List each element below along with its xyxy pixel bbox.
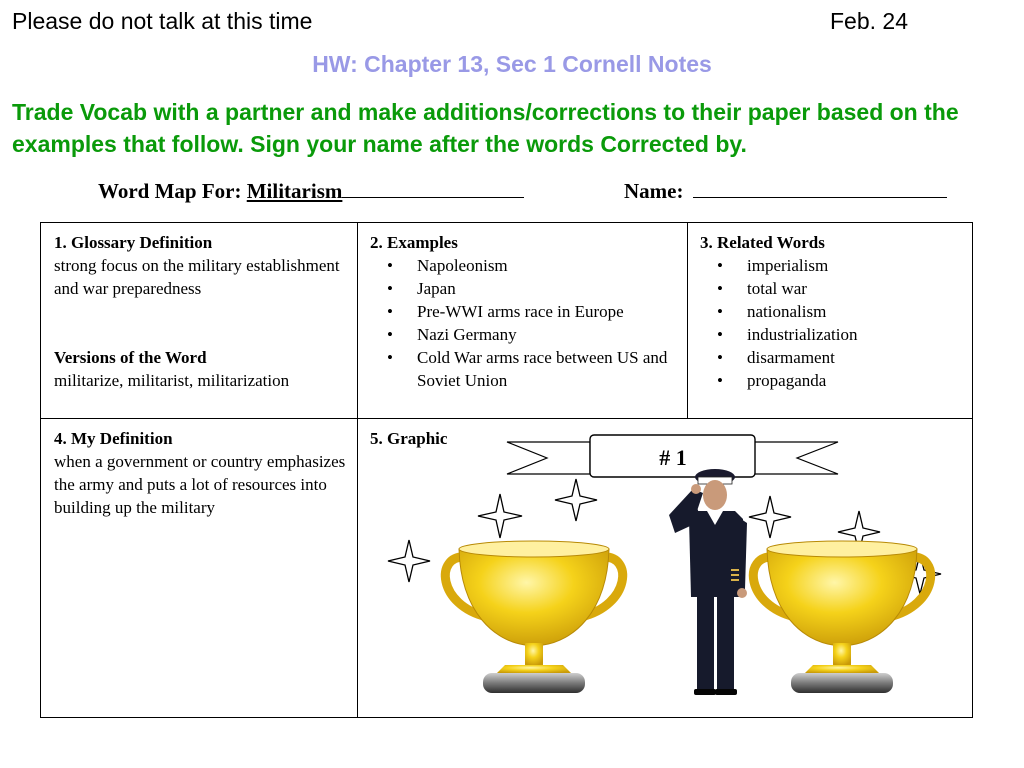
list-item: • Japan: [357, 277, 687, 300]
related-cell: [687, 223, 972, 418]
graphic-illustration: [357, 419, 973, 717]
word-map-grid: [40, 222, 973, 718]
list-item: • Napoleonism: [357, 254, 687, 277]
examples-cell: [357, 223, 687, 418]
graphic-title: 5. Graphic: [370, 429, 448, 448]
word-map-blank: [342, 196, 524, 198]
word-map-word: Militarism: [246, 179, 343, 203]
name-line: [624, 179, 947, 204]
versions-title: Versions of the Word: [54, 348, 207, 367]
list-item: • Nazi Germany: [357, 323, 687, 346]
my-definition-text: when a government or country emphasizes the army and puts a lot of resources into building up the military: [54, 452, 346, 517]
notice-text: Please do not talk at this time: [12, 8, 313, 34]
homework-title: HW: Chapter 13, Sec 1 Cornell Notes: [312, 51, 712, 77]
list-item: • imperialism: [687, 254, 972, 277]
versions-text: militarize, militarist, militarization: [54, 371, 290, 390]
word-map-label: Word Map For:: [98, 179, 247, 203]
word-map-line: [98, 179, 524, 204]
glossary-text: strong focus on the military establishment and war preparedness: [54, 256, 340, 298]
list-item: • propaganda: [687, 369, 972, 392]
trophy-icon: [445, 541, 622, 693]
related-title: 3. Related Words: [700, 233, 825, 252]
list-item: • Cold War arms race between US and Soviet Union: [357, 346, 687, 392]
related-list: [687, 254, 972, 392]
name-label: Name:: [624, 179, 684, 203]
my-definition-cell: [41, 419, 357, 717]
instructions-text: Trade Vocab with a partner and make additions/corrections to their paper based on the examples that follow. Sign your name after the words Corrected by.: [12, 99, 959, 157]
list-item: • total war: [687, 277, 972, 300]
list-item: • industrialization: [687, 323, 972, 346]
saluting-officer-icon: [669, 469, 747, 695]
graphic-svg: [357, 419, 973, 717]
examples-title: 2. Examples: [370, 233, 458, 252]
glossary-title: 1. Glossary Definition: [54, 233, 213, 252]
examples-list: [357, 254, 687, 392]
name-blank: [693, 196, 947, 198]
glossary-cell: [41, 223, 357, 418]
banner-text: # 1: [659, 445, 687, 470]
list-item: • disarmament: [687, 346, 972, 369]
list-item: • Pre-WWI arms race in Europe: [357, 300, 687, 323]
date-text: Feb. 24: [830, 8, 908, 34]
my-definition-title: 4. My Definition: [54, 429, 173, 448]
list-item: • nationalism: [687, 300, 972, 323]
trophy-icon: [753, 541, 930, 693]
